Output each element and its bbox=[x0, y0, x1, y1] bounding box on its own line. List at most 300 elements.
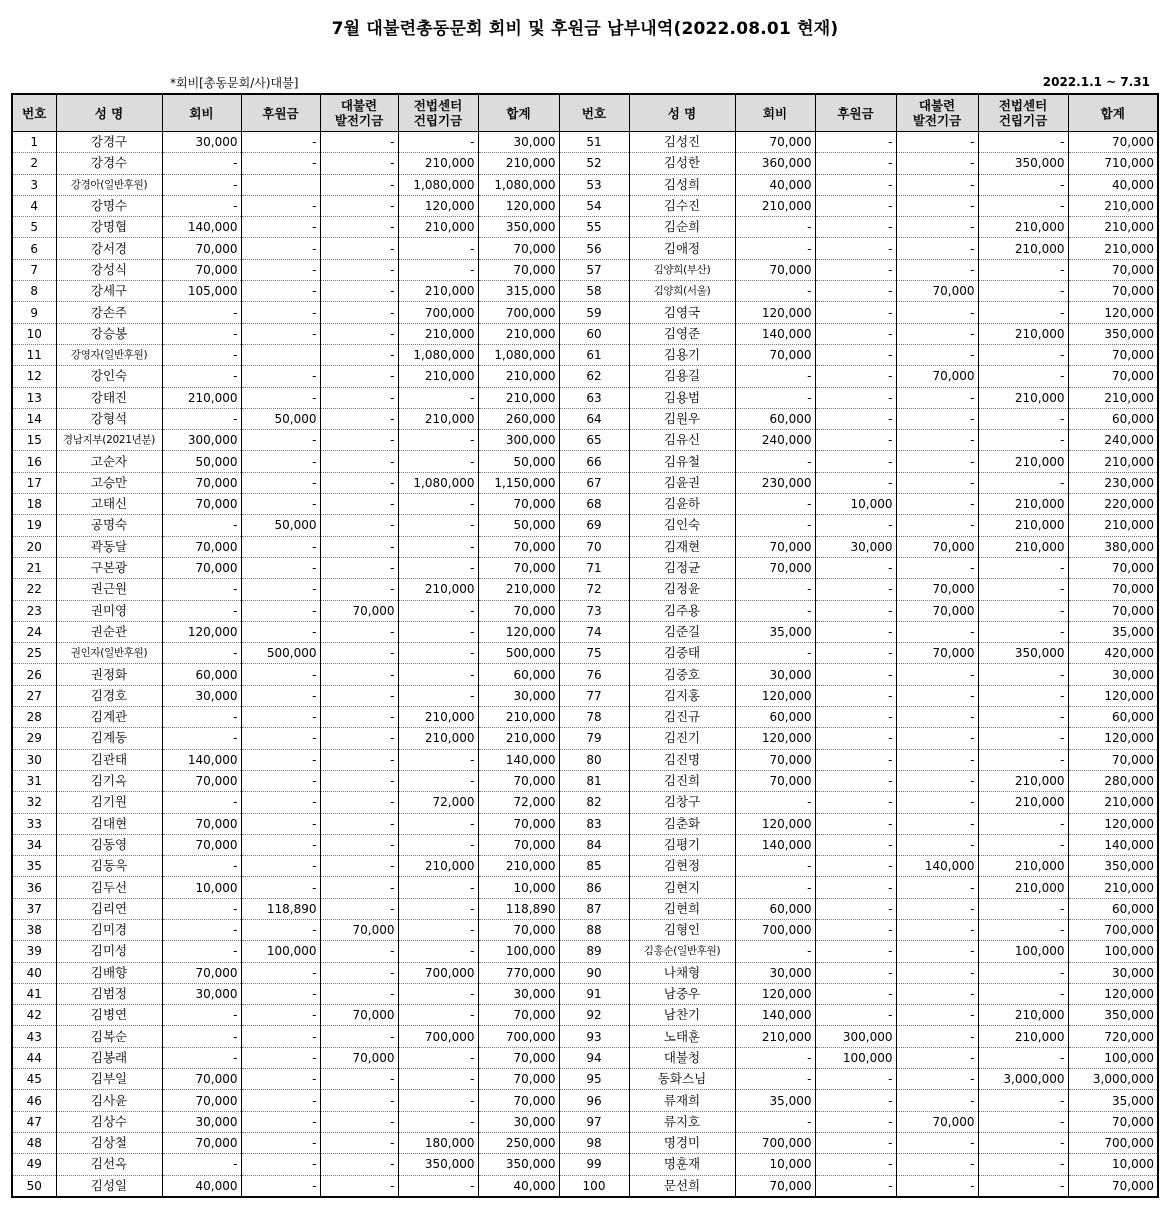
row-total-cell: 210,000 bbox=[478, 323, 559, 344]
member-name-cell: 김진희 bbox=[629, 770, 735, 791]
row-total-cell: 70,000 bbox=[1068, 259, 1158, 280]
membership-fee-cell: 140,000 bbox=[735, 323, 815, 344]
membership-fee-cell: 140,000 bbox=[162, 749, 241, 770]
row-total-cell: 380,000 bbox=[1068, 536, 1158, 557]
row-total-cell: 70,000 bbox=[478, 834, 559, 855]
development-fund-cell: - bbox=[320, 877, 398, 898]
development-fund-cell: - bbox=[896, 515, 978, 536]
membership-fee-cell: - bbox=[162, 153, 241, 174]
table-row bbox=[12, 834, 1158, 855]
membership-fee-cell: - bbox=[735, 451, 815, 472]
table-row bbox=[12, 387, 1158, 408]
table-row bbox=[12, 408, 1158, 429]
member-name-cell: 김상수 bbox=[56, 1111, 162, 1132]
center-fund-cell: - bbox=[978, 344, 1068, 365]
header-cell: 회비 bbox=[735, 94, 815, 132]
row-number-cell: 65 bbox=[559, 430, 629, 451]
center-fund-cell: 210,000 bbox=[978, 877, 1068, 898]
row-number-cell: 33 bbox=[12, 813, 56, 834]
membership-fee-cell: - bbox=[162, 600, 241, 621]
membership-fee-cell: 70,000 bbox=[162, 259, 241, 280]
member-name-cell: 김복순 bbox=[56, 1026, 162, 1047]
center-fund-cell: 3,000,000 bbox=[978, 1069, 1068, 1090]
donation-cell: - bbox=[241, 1154, 320, 1175]
row-number-cell: 11 bbox=[12, 344, 56, 365]
row-number-cell: 51 bbox=[559, 132, 629, 153]
membership-fee-cell: 70,000 bbox=[162, 1090, 241, 1111]
donation-cell: - bbox=[815, 856, 896, 877]
donation-cell: - bbox=[815, 366, 896, 387]
member-name-cell: 김영국 bbox=[629, 302, 735, 323]
center-fund-cell: - bbox=[978, 1175, 1068, 1197]
center-fund-cell: - bbox=[398, 238, 478, 259]
row-number-cell: 10 bbox=[12, 323, 56, 344]
center-fund-cell: - bbox=[398, 877, 478, 898]
member-name-cell: 김관태 bbox=[56, 749, 162, 770]
row-number-cell: 2 bbox=[12, 153, 56, 174]
membership-fee-cell: 230,000 bbox=[735, 472, 815, 493]
center-fund-cell: - bbox=[978, 408, 1068, 429]
header-cell: 번호 bbox=[559, 94, 629, 132]
row-total-cell: 250,000 bbox=[478, 1132, 559, 1153]
row-total-cell: 210,000 bbox=[1068, 195, 1158, 216]
donation-cell: - bbox=[241, 600, 320, 621]
table-row bbox=[12, 707, 1158, 728]
donation-cell: - bbox=[815, 919, 896, 940]
row-total-cell: 1,080,000 bbox=[478, 174, 559, 195]
membership-fee-cell: - bbox=[735, 1111, 815, 1132]
development-fund-cell: - bbox=[320, 962, 398, 983]
donation-cell: - bbox=[815, 877, 896, 898]
donation-cell: - bbox=[241, 366, 320, 387]
development-fund-cell: - bbox=[896, 1026, 978, 1047]
development-fund-cell: - bbox=[320, 217, 398, 238]
donation-cell: - bbox=[815, 302, 896, 323]
donation-cell: - bbox=[241, 238, 320, 259]
row-number-cell: 27 bbox=[12, 685, 56, 706]
center-fund-cell: 210,000 bbox=[398, 323, 478, 344]
membership-fee-cell: 210,000 bbox=[735, 195, 815, 216]
row-total-cell: 140,000 bbox=[1068, 834, 1158, 855]
row-number-cell: 6 bbox=[12, 238, 56, 259]
row-number-cell: 74 bbox=[559, 621, 629, 642]
donation-cell: - bbox=[815, 792, 896, 813]
row-total-cell: 210,000 bbox=[478, 579, 559, 600]
donation-cell: - bbox=[815, 515, 896, 536]
center-fund-cell: - bbox=[398, 770, 478, 791]
donation-cell: - bbox=[815, 451, 896, 472]
center-fund-cell: - bbox=[978, 302, 1068, 323]
center-fund-cell: 210,000 bbox=[398, 579, 478, 600]
development-fund-cell: - bbox=[320, 515, 398, 536]
center-fund-cell: 210,000 bbox=[978, 323, 1068, 344]
membership-fee-cell: - bbox=[162, 1047, 241, 1068]
row-total-cell: 210,000 bbox=[478, 387, 559, 408]
center-fund-cell: 72,000 bbox=[398, 792, 478, 813]
fee-note: *회비[총동문회/사)대불] bbox=[170, 76, 299, 90]
row-total-cell: 70,000 bbox=[478, 1005, 559, 1026]
membership-fee-cell: 70,000 bbox=[162, 834, 241, 855]
donation-cell: - bbox=[241, 1175, 320, 1197]
row-total-cell: 210,000 bbox=[1068, 451, 1158, 472]
row-total-cell: 420,000 bbox=[1068, 643, 1158, 664]
table-row bbox=[12, 174, 1158, 195]
member-name-cell: 권정화 bbox=[56, 664, 162, 685]
center-fund-cell: - bbox=[398, 983, 478, 1004]
center-fund-cell: - bbox=[398, 749, 478, 770]
row-number-cell: 72 bbox=[559, 579, 629, 600]
center-fund-cell: - bbox=[398, 1069, 478, 1090]
donation-cell: - bbox=[815, 962, 896, 983]
member-name-cell: 김미경 bbox=[56, 919, 162, 940]
row-number-cell: 95 bbox=[559, 1069, 629, 1090]
membership-fee-cell: 70,000 bbox=[162, 962, 241, 983]
donation-cell: - bbox=[241, 259, 320, 280]
member-name-cell: 권순관 bbox=[56, 621, 162, 642]
row-total-cell: 50,000 bbox=[478, 451, 559, 472]
row-number-cell: 76 bbox=[559, 664, 629, 685]
development-fund-cell: - bbox=[896, 919, 978, 940]
center-fund-cell: - bbox=[978, 919, 1068, 940]
row-total-cell: 210,000 bbox=[1068, 238, 1158, 259]
membership-fee-cell: 30,000 bbox=[162, 685, 241, 706]
table-row bbox=[12, 1175, 1158, 1197]
row-number-cell: 40 bbox=[12, 962, 56, 983]
table-row bbox=[12, 962, 1158, 983]
member-name-cell: 김부일 bbox=[56, 1069, 162, 1090]
row-number-cell: 36 bbox=[12, 877, 56, 898]
membership-fee-cell: - bbox=[735, 579, 815, 600]
member-name-cell: 김정윤 bbox=[629, 579, 735, 600]
center-fund-cell: - bbox=[398, 941, 478, 962]
row-total-cell: 10,000 bbox=[478, 877, 559, 898]
membership-fee-cell: 40,000 bbox=[162, 1175, 241, 1197]
donation-cell: 100,000 bbox=[241, 941, 320, 962]
center-fund-cell: - bbox=[978, 1111, 1068, 1132]
development-fund-cell: - bbox=[896, 387, 978, 408]
donation-cell: - bbox=[815, 238, 896, 259]
row-total-cell: 35,000 bbox=[1068, 621, 1158, 642]
membership-fee-cell: 35,000 bbox=[735, 1090, 815, 1111]
row-total-cell: 30,000 bbox=[478, 132, 559, 153]
row-total-cell: 315,000 bbox=[478, 281, 559, 302]
table-row bbox=[12, 749, 1158, 770]
development-fund-cell: - bbox=[896, 898, 978, 919]
row-total-cell: 70,000 bbox=[1068, 600, 1158, 621]
membership-fee-cell: 30,000 bbox=[735, 962, 815, 983]
membership-fee-cell: 70,000 bbox=[735, 557, 815, 578]
development-fund-cell: - bbox=[896, 1005, 978, 1026]
row-number-cell: 99 bbox=[559, 1154, 629, 1175]
row-total-cell: 210,000 bbox=[478, 856, 559, 877]
member-name-cell: 김현지 bbox=[629, 877, 735, 898]
header-cell: 전법센터 건립기금 bbox=[398, 94, 478, 132]
development-fund-cell: 70,000 bbox=[320, 1005, 398, 1026]
center-fund-cell: - bbox=[978, 664, 1068, 685]
row-number-cell: 55 bbox=[559, 217, 629, 238]
table-row bbox=[12, 557, 1158, 578]
row-number-cell: 58 bbox=[559, 281, 629, 302]
donation-cell: - bbox=[241, 323, 320, 344]
row-total-cell: 70,000 bbox=[478, 494, 559, 515]
development-fund-cell: - bbox=[896, 1069, 978, 1090]
member-name-cell: 김사윤 bbox=[56, 1090, 162, 1111]
member-name-cell: 김배향 bbox=[56, 962, 162, 983]
donation-cell: - bbox=[815, 941, 896, 962]
membership-fee-cell: 140,000 bbox=[735, 834, 815, 855]
center-fund-cell: - bbox=[398, 1047, 478, 1068]
membership-fee-cell: - bbox=[162, 728, 241, 749]
center-fund-cell: 210,000 bbox=[978, 238, 1068, 259]
member-name-cell: 남중우 bbox=[629, 983, 735, 1004]
row-number-cell: 67 bbox=[559, 472, 629, 493]
membership-fee-cell: - bbox=[162, 515, 241, 536]
member-name-cell: 김창구 bbox=[629, 792, 735, 813]
center-fund-cell: - bbox=[978, 281, 1068, 302]
development-fund-cell: - bbox=[320, 1132, 398, 1153]
row-number-cell: 60 bbox=[559, 323, 629, 344]
donation-cell: - bbox=[241, 962, 320, 983]
table-row bbox=[12, 281, 1158, 302]
member-name-cell: 김용기 bbox=[629, 344, 735, 365]
row-number-cell: 31 bbox=[12, 770, 56, 791]
row-total-cell: 100,000 bbox=[1068, 1047, 1158, 1068]
row-total-cell: 30,000 bbox=[1068, 962, 1158, 983]
membership-fee-cell: 70,000 bbox=[735, 259, 815, 280]
membership-fee-cell: 40,000 bbox=[735, 174, 815, 195]
header-cell: 후원금 bbox=[815, 94, 896, 132]
row-number-cell: 69 bbox=[559, 515, 629, 536]
development-fund-cell: - bbox=[320, 174, 398, 195]
membership-fee-cell: - bbox=[735, 643, 815, 664]
member-name-cell: 김유철 bbox=[629, 451, 735, 472]
development-fund-cell: - bbox=[320, 302, 398, 323]
membership-fee-cell: - bbox=[162, 1154, 241, 1175]
member-name-cell: 김성일 bbox=[56, 1175, 162, 1197]
row-number-cell: 12 bbox=[12, 366, 56, 387]
row-number-cell: 97 bbox=[559, 1111, 629, 1132]
development-fund-cell: - bbox=[896, 472, 978, 493]
development-fund-cell: - bbox=[320, 813, 398, 834]
row-number-cell: 42 bbox=[12, 1005, 56, 1026]
donation-cell: - bbox=[241, 472, 320, 493]
center-fund-cell: 210,000 bbox=[978, 387, 1068, 408]
center-fund-cell: - bbox=[398, 132, 478, 153]
row-total-cell: 700,000 bbox=[1068, 1132, 1158, 1153]
membership-fee-cell: - bbox=[735, 1069, 815, 1090]
center-fund-cell: 700,000 bbox=[398, 302, 478, 323]
member-name-cell: 김정균 bbox=[629, 557, 735, 578]
member-name-cell: 김유신 bbox=[629, 430, 735, 451]
member-name-cell: 류지호 bbox=[629, 1111, 735, 1132]
page-title: 7월 대불련총동문회 회비 및 후원금 납부내역(2022.08.01 현재) bbox=[331, 19, 839, 39]
membership-fee-cell: - bbox=[735, 217, 815, 238]
ledger-body bbox=[12, 132, 1158, 1197]
row-total-cell: 70,000 bbox=[478, 770, 559, 791]
membership-fee-cell: 35,000 bbox=[735, 621, 815, 642]
membership-fee-cell: 120,000 bbox=[162, 621, 241, 642]
row-total-cell: 700,000 bbox=[478, 302, 559, 323]
member-name-cell: 노태훈 bbox=[629, 1026, 735, 1047]
center-fund-cell: - bbox=[978, 749, 1068, 770]
row-total-cell: 280,000 bbox=[1068, 770, 1158, 791]
development-fund-cell: - bbox=[320, 344, 398, 365]
row-total-cell: 70,000 bbox=[478, 1090, 559, 1111]
development-fund-cell: - bbox=[320, 685, 398, 706]
member-name-cell: 강인숙 bbox=[56, 366, 162, 387]
donation-cell: - bbox=[815, 983, 896, 1004]
row-total-cell: 30,000 bbox=[1068, 664, 1158, 685]
row-number-cell: 52 bbox=[559, 153, 629, 174]
table-row bbox=[12, 770, 1158, 791]
donation-cell: - bbox=[241, 302, 320, 323]
membership-fee-cell: - bbox=[735, 792, 815, 813]
donation-cell: - bbox=[815, 387, 896, 408]
donation-cell: - bbox=[815, 281, 896, 302]
development-fund-cell: - bbox=[896, 834, 978, 855]
row-total-cell: 60,000 bbox=[1068, 707, 1158, 728]
center-fund-cell: - bbox=[398, 557, 478, 578]
donation-cell: - bbox=[241, 536, 320, 557]
development-fund-cell: - bbox=[896, 323, 978, 344]
row-total-cell: 40,000 bbox=[478, 1175, 559, 1197]
center-fund-cell: - bbox=[398, 259, 478, 280]
center-fund-cell: - bbox=[978, 195, 1068, 216]
donation-cell: - bbox=[815, 685, 896, 706]
row-total-cell: 230,000 bbox=[1068, 472, 1158, 493]
membership-fee-cell: 700,000 bbox=[735, 919, 815, 940]
development-fund-cell: - bbox=[320, 749, 398, 770]
donation-cell: 50,000 bbox=[241, 408, 320, 429]
development-fund-cell: - bbox=[896, 153, 978, 174]
development-fund-cell: - bbox=[896, 685, 978, 706]
row-total-cell: 50,000 bbox=[478, 515, 559, 536]
donation-cell: 300,000 bbox=[815, 1026, 896, 1047]
table-row bbox=[12, 366, 1158, 387]
center-fund-cell: 1,080,000 bbox=[398, 174, 478, 195]
donation-cell: - bbox=[815, 621, 896, 642]
development-fund-cell: - bbox=[320, 941, 398, 962]
member-name-cell: 명훈재 bbox=[629, 1154, 735, 1175]
row-number-cell: 62 bbox=[559, 366, 629, 387]
donation-cell: - bbox=[241, 983, 320, 1004]
membership-fee-cell: - bbox=[735, 1047, 815, 1068]
donation-cell: - bbox=[815, 557, 896, 578]
member-name-cell: 김계관 bbox=[56, 707, 162, 728]
development-fund-cell: - bbox=[896, 664, 978, 685]
row-number-cell: 13 bbox=[12, 387, 56, 408]
center-fund-cell: - bbox=[398, 494, 478, 515]
membership-fee-cell: 50,000 bbox=[162, 451, 241, 472]
row-number-cell: 98 bbox=[559, 1132, 629, 1153]
row-number-cell: 45 bbox=[12, 1069, 56, 1090]
row-number-cell: 54 bbox=[559, 195, 629, 216]
row-total-cell: 60,000 bbox=[478, 664, 559, 685]
development-fund-cell: - bbox=[320, 472, 398, 493]
table-row bbox=[12, 813, 1158, 834]
member-name-cell: 김성한 bbox=[629, 153, 735, 174]
development-fund-cell: - bbox=[320, 621, 398, 642]
development-fund-cell: - bbox=[320, 323, 398, 344]
development-fund-cell: - bbox=[896, 707, 978, 728]
donation-cell: - bbox=[241, 813, 320, 834]
development-fund-cell: - bbox=[320, 664, 398, 685]
row-total-cell: 700,000 bbox=[1068, 919, 1158, 940]
membership-fee-cell: 60,000 bbox=[162, 664, 241, 685]
row-number-cell: 16 bbox=[12, 451, 56, 472]
development-fund-cell: - bbox=[320, 536, 398, 557]
member-name-cell: 명경미 bbox=[629, 1132, 735, 1153]
development-fund-cell: - bbox=[896, 195, 978, 216]
development-fund-cell: - bbox=[896, 557, 978, 578]
donation-cell: - bbox=[815, 174, 896, 195]
membership-fee-cell: 30,000 bbox=[162, 1111, 241, 1132]
row-number-cell: 56 bbox=[559, 238, 629, 259]
development-fund-cell: - bbox=[896, 451, 978, 472]
member-name-cell: 구본광 bbox=[56, 557, 162, 578]
center-fund-cell: 210,000 bbox=[978, 770, 1068, 791]
membership-fee-cell: 70,000 bbox=[162, 536, 241, 557]
development-fund-cell: - bbox=[320, 195, 398, 216]
membership-fee-cell: 70,000 bbox=[162, 1132, 241, 1153]
row-total-cell: 120,000 bbox=[1068, 813, 1158, 834]
row-total-cell: 70,000 bbox=[478, 259, 559, 280]
member-name-cell: 문선희 bbox=[629, 1175, 735, 1197]
center-fund-cell: 1,080,000 bbox=[398, 472, 478, 493]
member-name-cell: 강세구 bbox=[56, 281, 162, 302]
center-fund-cell: 210,000 bbox=[398, 281, 478, 302]
development-fund-cell: 70,000 bbox=[320, 919, 398, 940]
development-fund-cell: - bbox=[896, 1175, 978, 1197]
donation-cell: 100,000 bbox=[815, 1047, 896, 1068]
row-number-cell: 94 bbox=[559, 1047, 629, 1068]
center-fund-cell: 350,000 bbox=[398, 1154, 478, 1175]
donation-cell: - bbox=[241, 621, 320, 642]
row-number-cell: 29 bbox=[12, 728, 56, 749]
donation-cell: - bbox=[815, 1154, 896, 1175]
donation-cell: 500,000 bbox=[241, 643, 320, 664]
table-row bbox=[12, 1090, 1158, 1111]
header-cell: 번호 bbox=[12, 94, 56, 132]
development-fund-cell: - bbox=[320, 579, 398, 600]
donation-cell: - bbox=[815, 1005, 896, 1026]
row-total-cell: 60,000 bbox=[1068, 898, 1158, 919]
center-fund-cell: - bbox=[978, 685, 1068, 706]
header-cell: 성 명 bbox=[629, 94, 735, 132]
development-fund-cell: - bbox=[896, 792, 978, 813]
row-total-cell: 350,000 bbox=[478, 1154, 559, 1175]
row-total-cell: 260,000 bbox=[478, 408, 559, 429]
member-name-cell: 김애정 bbox=[629, 238, 735, 259]
row-number-cell: 23 bbox=[12, 600, 56, 621]
donation-cell: - bbox=[815, 834, 896, 855]
membership-fee-cell: - bbox=[735, 281, 815, 302]
member-name-cell: 김원우 bbox=[629, 408, 735, 429]
center-fund-cell: 210,000 bbox=[398, 408, 478, 429]
member-name-cell: 김성진 bbox=[629, 132, 735, 153]
row-total-cell: 100,000 bbox=[1068, 941, 1158, 962]
development-fund-cell: 70,000 bbox=[896, 536, 978, 557]
donation-cell: - bbox=[241, 728, 320, 749]
row-number-cell: 81 bbox=[559, 770, 629, 791]
development-fund-cell: 70,000 bbox=[896, 366, 978, 387]
membership-fee-cell: 70,000 bbox=[735, 1175, 815, 1197]
donation-cell: - bbox=[815, 1132, 896, 1153]
row-number-cell: 37 bbox=[12, 898, 56, 919]
table-row bbox=[12, 600, 1158, 621]
member-name-cell: 김상철 bbox=[56, 1132, 162, 1153]
member-name-cell: 강경아(일반후원) bbox=[56, 174, 162, 195]
